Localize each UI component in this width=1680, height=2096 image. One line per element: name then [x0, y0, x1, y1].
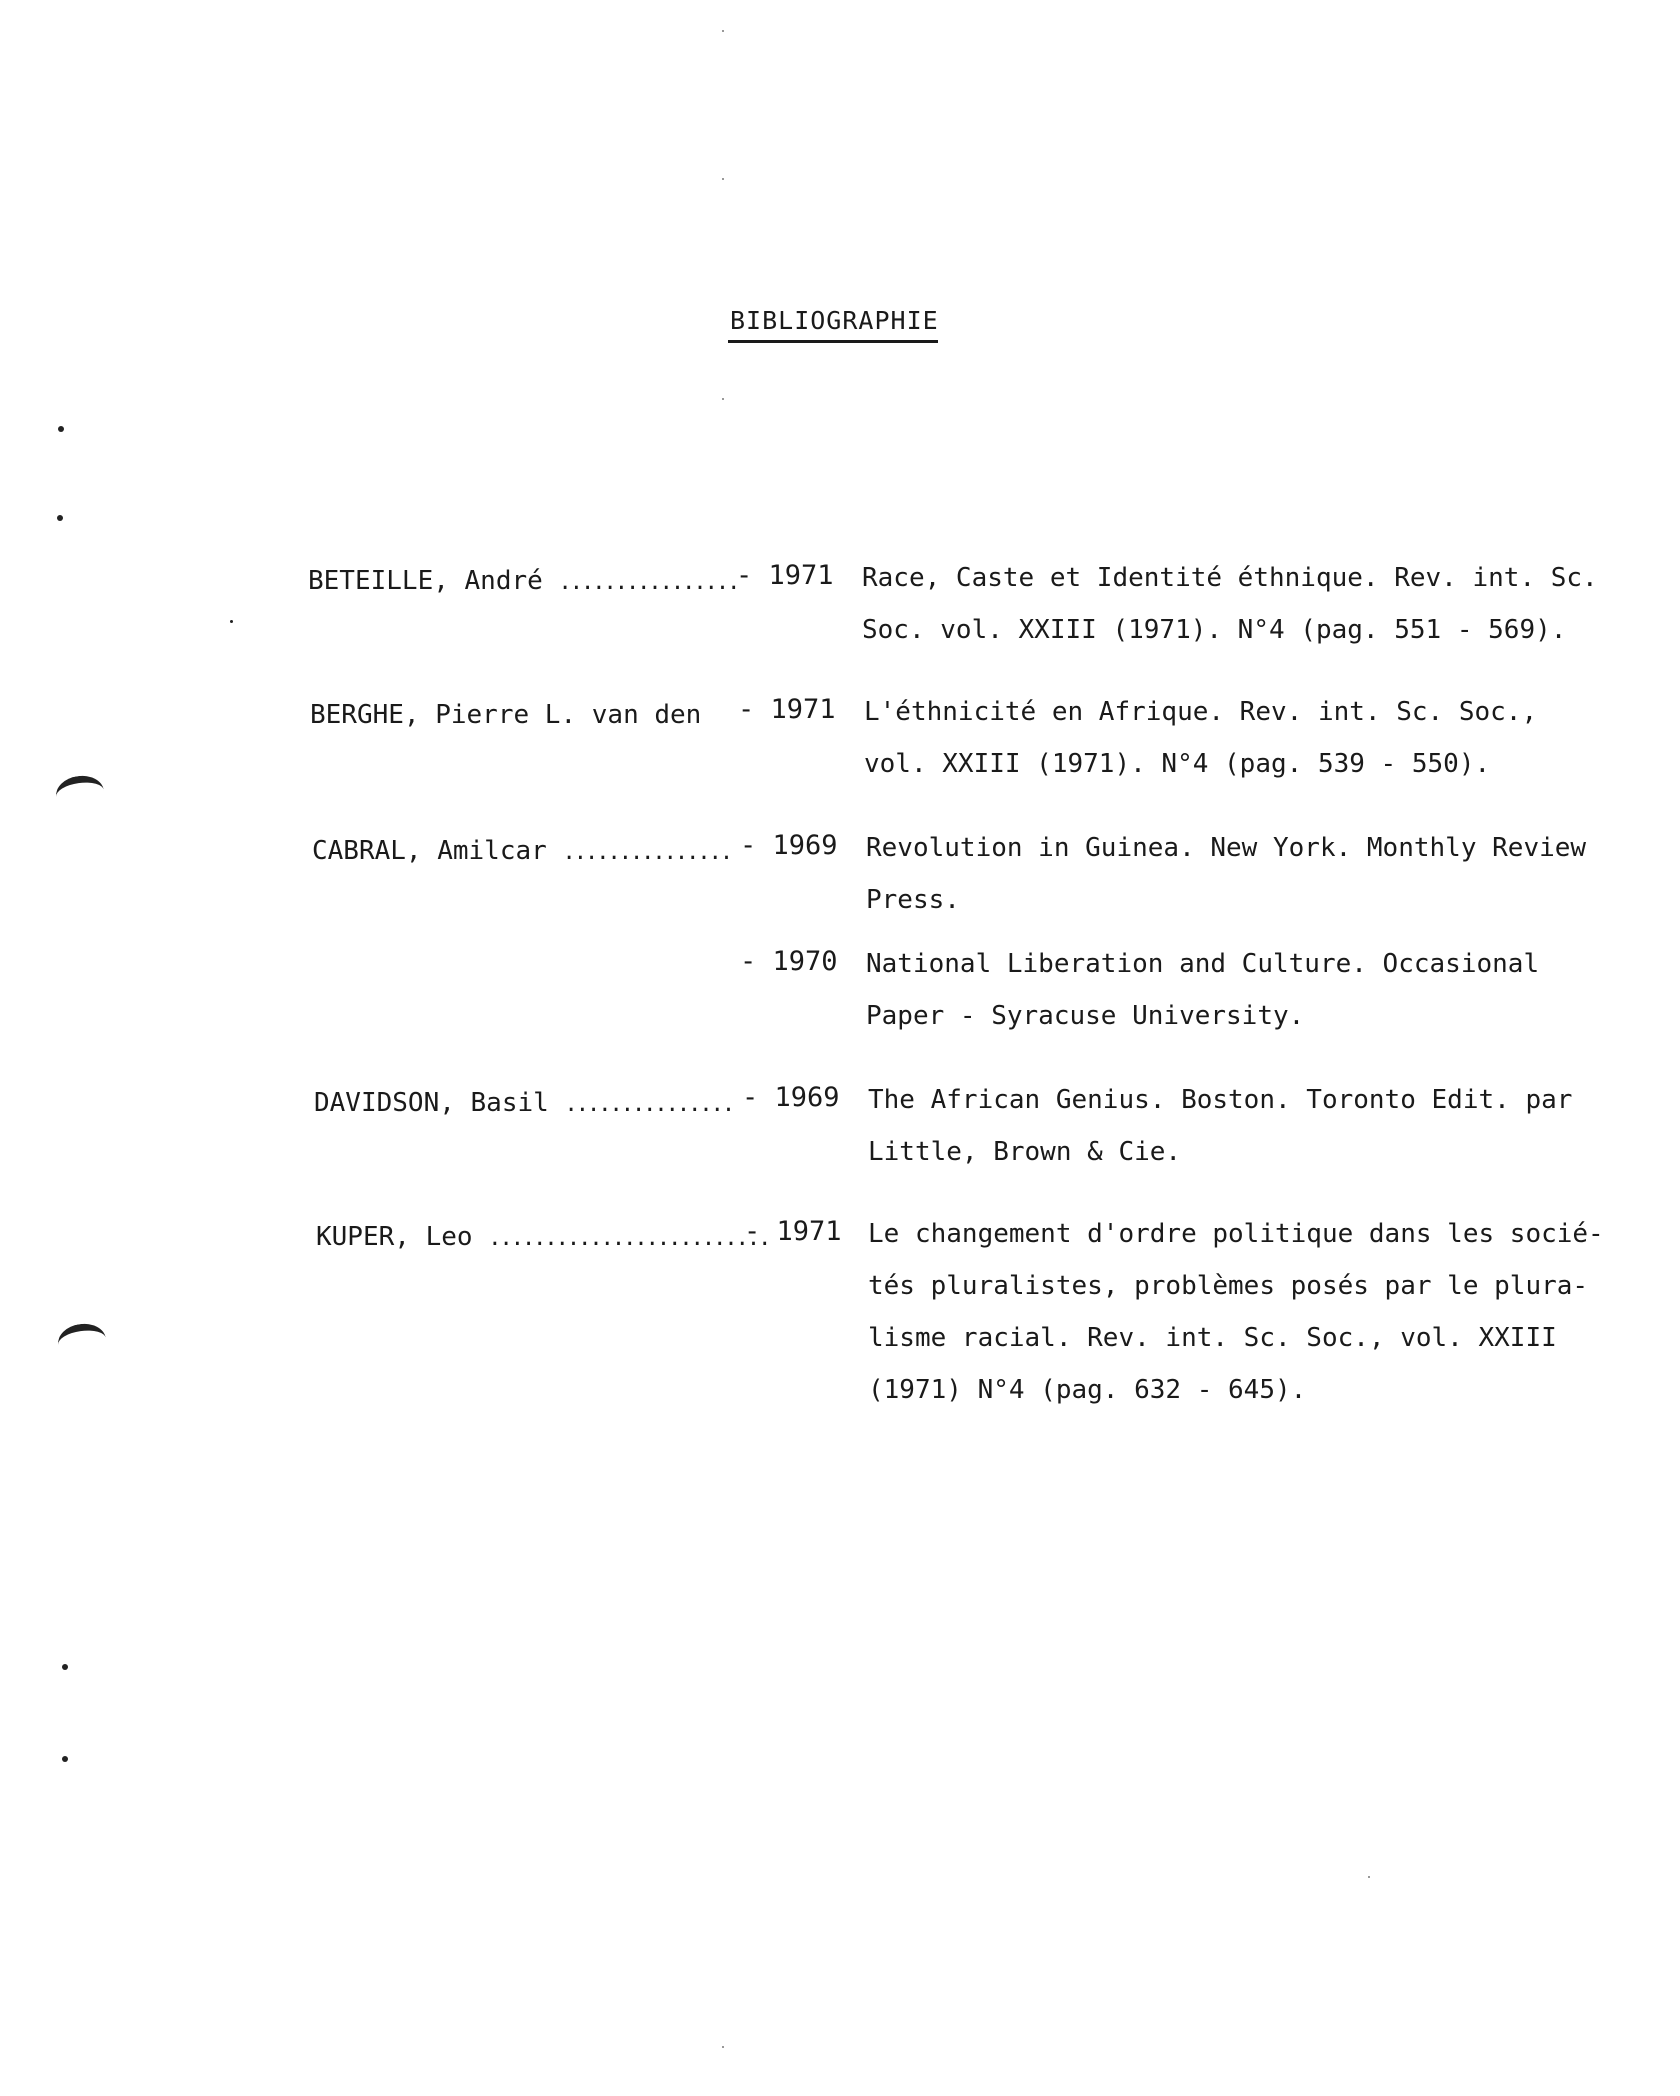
- entry-author: [312, 836, 731, 866]
- reference-line: National Liberation and Culture. Occasional: [866, 949, 1540, 979]
- entry-reference: [862, 552, 1622, 656]
- entry-year: - 1969: [742, 1082, 840, 1113]
- scan-speck: [722, 2046, 724, 2048]
- reference-line: Le changement d'ordre politique dans les socié-: [868, 1219, 1604, 1249]
- entry-author-name: BETEILLE, André: [308, 566, 543, 596]
- entry-year: - 1971: [738, 694, 836, 725]
- title-underline: [728, 340, 938, 343]
- scan-speck: [722, 30, 724, 32]
- margin-dot: [58, 426, 64, 432]
- punch-hole-arc: [56, 1321, 108, 1362]
- entry-leader-dots: ...............: [562, 840, 732, 865]
- entry-author-name: BERGHE, Pierre L. van den: [310, 700, 702, 730]
- reference-line: L'éthnicité en Afrique. Rev. int. Sc. Soc.,: [864, 697, 1538, 727]
- reference-line: Little, Brown & Cie.: [868, 1137, 1182, 1167]
- entry-author: [314, 1088, 733, 1118]
- entry-reference: [866, 822, 1626, 926]
- scan-speck: [722, 178, 724, 180]
- entry-author: [316, 1222, 769, 1252]
- entry-author-name: KUPER, Leo: [316, 1222, 473, 1252]
- reference-line: Paper - Syracuse University.: [866, 1001, 1305, 1031]
- entry-reference: [868, 1208, 1628, 1416]
- reference-line: Revolution in Guinea. New York. Monthly Review: [866, 833, 1587, 863]
- entry-year: - 1971: [736, 560, 834, 591]
- entry-reference: [868, 1074, 1628, 1178]
- entry-leader-dots: .........................: [488, 1226, 770, 1251]
- entry-year: - 1969: [740, 830, 838, 861]
- reference-line: tés pluralistes, problèmes posés par le plura-: [868, 1271, 1589, 1301]
- margin-dot: [62, 1664, 68, 1670]
- entry-reference: [866, 938, 1626, 1042]
- entry-year: - 1970: [740, 946, 838, 977]
- entry-author: [310, 700, 701, 730]
- margin-dot: [57, 515, 63, 521]
- entry-reference: [864, 686, 1624, 790]
- entry-leader-dots: ................: [558, 570, 739, 595]
- reference-line: lisme racial. Rev. int. Sc. Soc., vol. XXIII: [868, 1323, 1557, 1353]
- margin-dot: [62, 1756, 68, 1762]
- scan-speck: [722, 398, 724, 400]
- reference-line: Soc. vol. XXIII (1971). N°4 (pag. 551 - 569).: [862, 615, 1567, 645]
- entry-leader-dots: ...............: [564, 1092, 734, 1117]
- reference-line: vol. XXIII (1971). N°4 (pag. 539 - 550).: [864, 749, 1491, 779]
- reference-line: (1971) N°4 (pag. 632 - 645).: [868, 1375, 1307, 1405]
- punch-hole-arc: [54, 773, 106, 814]
- entry-author: [308, 566, 738, 596]
- reference-line: Race, Caste et Identité éthnique. Rev. int. Sc.: [862, 563, 1598, 593]
- entry-author-name: CABRAL, Amilcar: [312, 836, 547, 866]
- entry-year: - 1971: [744, 1216, 842, 1247]
- page-title: BIBLIOGRAPHIE: [730, 306, 939, 335]
- reference-line: Press.: [866, 885, 960, 915]
- entry-author-name: DAVIDSON, Basil: [314, 1088, 549, 1118]
- scan-speck: [1368, 1876, 1370, 1878]
- reference-line: The African Genius. Boston. Toronto Edit. par: [868, 1085, 1573, 1115]
- margin-dot: [230, 620, 233, 623]
